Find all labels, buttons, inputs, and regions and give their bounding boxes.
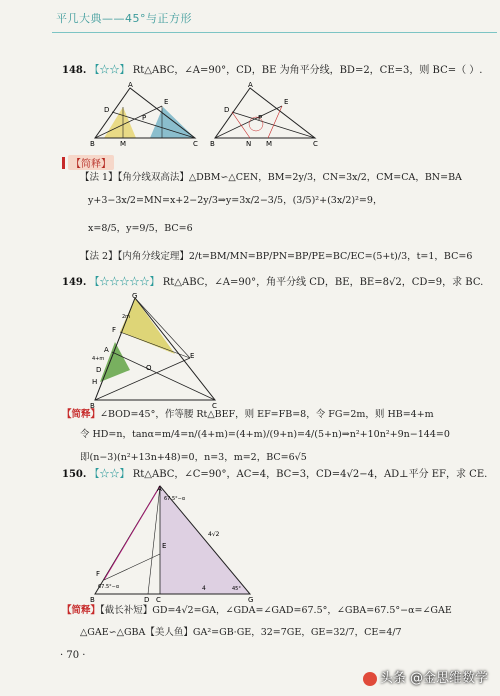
p150-solution-2: △GAE∽△GBA【美人鱼】GA²=GB·GE，32=7GE，GE=32/7，CE=4/7 bbox=[80, 627, 402, 638]
svg-text:C: C bbox=[212, 402, 217, 410]
svg-text:A: A bbox=[157, 485, 162, 493]
figure-148-right bbox=[210, 80, 320, 150]
svg-text:B: B bbox=[90, 402, 95, 410]
p148-method2: 【法 2】【内角分线定理】2/t=BM/MN=BP/PN=BP/PE=BC/EC=(5+t)/3，t=1，BC=6 bbox=[80, 251, 473, 262]
figure-148-left bbox=[90, 80, 200, 150]
figure-150 bbox=[90, 484, 260, 604]
svg-text:P: P bbox=[142, 114, 147, 122]
svg-text:4: 4 bbox=[202, 585, 206, 592]
svg-text:M: M bbox=[266, 140, 273, 148]
svg-text:A: A bbox=[104, 346, 109, 354]
svg-text:E: E bbox=[164, 98, 169, 106]
header-title: 平几大典——45°与正方形 bbox=[56, 12, 192, 25]
svg-text:M: M bbox=[120, 140, 127, 148]
problem-number: 148. bbox=[62, 65, 87, 76]
header-divider bbox=[52, 32, 497, 33]
figure-149 bbox=[90, 292, 225, 410]
svg-text:67.5°−α: 67.5°−α bbox=[98, 584, 120, 590]
svg-text:A: A bbox=[248, 81, 253, 89]
svg-text:A: A bbox=[128, 81, 133, 89]
svg-text:C: C bbox=[313, 140, 318, 148]
svg-text:67.5°−α: 67.5°−α bbox=[164, 496, 186, 502]
watermark: 头条 @金思维数学 bbox=[363, 667, 488, 686]
difficulty-stars: 【☆☆】 bbox=[89, 65, 130, 76]
p148-method1-b: y+3−3x/2=MN=x+2−2y/3⇒y=3x/2−3/5，(3/5)²+(3x/2)²=9， bbox=[88, 195, 383, 206]
svg-text:O: O bbox=[146, 364, 152, 372]
svg-text:P: P bbox=[258, 114, 263, 122]
problem-148-statement bbox=[62, 64, 482, 78]
svg-text:D: D bbox=[104, 106, 110, 114]
p149-solution-3: 即(n−3)(n²+13n+48)=0，n=3，m=2，BC=6√5 bbox=[80, 452, 307, 463]
svg-text:4+m: 4+m bbox=[92, 356, 105, 362]
page-number: · 70 · bbox=[60, 650, 86, 661]
svg-text:F: F bbox=[112, 326, 117, 334]
p148-method1: 【法 1】【角分线双高法】△DBM∽△CEN，BM=2y/3，CN=3x/2，CM=CA，BN=BA bbox=[80, 172, 462, 183]
p148-method1-c: x=8/5，y=9/5，BC=6 bbox=[88, 223, 193, 234]
p149-solution-1: 【简释】∠BOD=45°，作等腰 Rt△BEF，则 EF=FB=8，令 FG=2m，则 HB=4+m bbox=[62, 409, 434, 420]
svg-text:C: C bbox=[156, 596, 161, 604]
svg-text:B: B bbox=[90, 140, 95, 148]
svg-text:B: B bbox=[210, 140, 215, 148]
svg-text:D: D bbox=[96, 366, 102, 374]
svg-text:H: H bbox=[92, 378, 98, 386]
svg-text:D: D bbox=[224, 106, 230, 114]
svg-text:D: D bbox=[144, 596, 150, 604]
svg-text:G: G bbox=[132, 292, 138, 300]
svg-text:2m: 2m bbox=[122, 314, 131, 320]
svg-text:F: F bbox=[96, 570, 101, 578]
svg-text:E: E bbox=[284, 98, 289, 106]
svg-text:45°: 45° bbox=[232, 586, 241, 592]
svg-text:E: E bbox=[162, 542, 167, 550]
p149-solution-2: 令 HD=n，tanα=m/4=n/(4+m)=(4+m)/(9+n)=4/(5+n)⇒n²+10n²+9n−144=0 bbox=[80, 429, 450, 440]
jianshi-148: 【简释】 bbox=[62, 152, 114, 171]
toutiao-logo-icon bbox=[363, 672, 377, 686]
problem-149-statement: 149. 【☆☆☆☆☆】 Rt△ABC，∠A=90°，角平分线 CD，BE，BE=8√2，CD=9，求 BC. bbox=[62, 277, 484, 288]
svg-text:4√2: 4√2 bbox=[208, 531, 220, 538]
problem-150-statement: 150. 【☆☆】 Rt△ABC，∠C=90°，AC=4，BC=3，CD=4√2−4，AD⊥平分 EF，求 CE. bbox=[62, 469, 488, 480]
svg-text:C: C bbox=[193, 140, 198, 148]
svg-text:B: B bbox=[90, 596, 95, 604]
problem-text: Rt△ABC，∠A=90°，CD，BE 为角平分线，BD=2，CE=3，则 BC=（ ）. bbox=[132, 65, 483, 76]
svg-text:N: N bbox=[246, 140, 252, 148]
p150-solution-1: 【简释】【截长补短】GD=4√2=GA，∠GDA=∠GAD=67.5°，∠GBA=67.5°−α=∠GAE bbox=[62, 605, 452, 616]
svg-text:E: E bbox=[190, 352, 195, 360]
svg-text:G: G bbox=[248, 596, 254, 604]
page-header bbox=[52, 4, 497, 44]
